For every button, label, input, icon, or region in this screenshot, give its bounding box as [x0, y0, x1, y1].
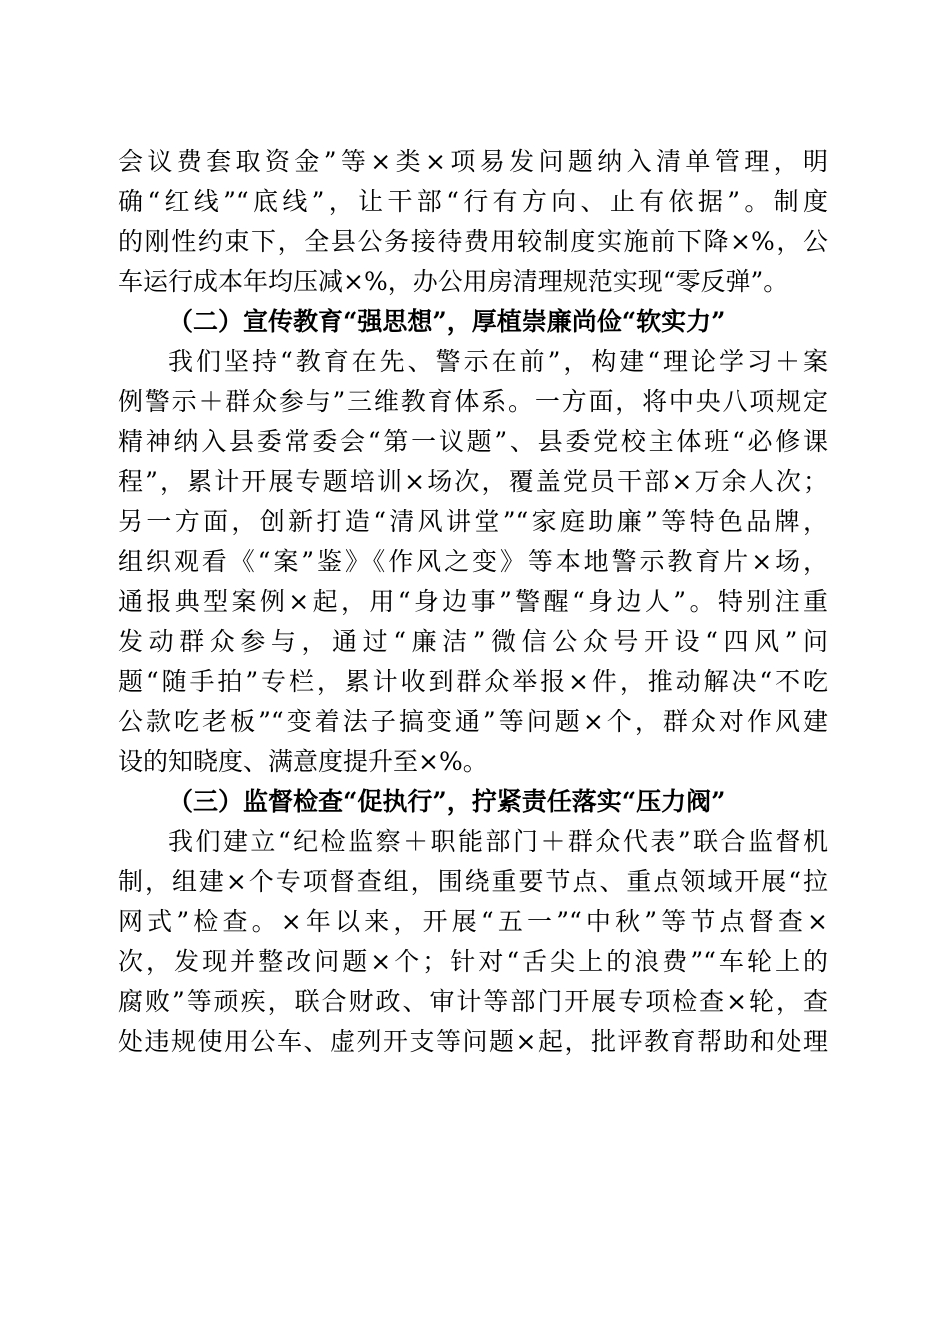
- section-heading: （三）监督检查“促执行”，拧紧责任落实“压力阀”: [168, 787, 726, 816]
- body-text-line: 公款吃老板”“变着法子搞变通”等问题×个，群众对作风建: [118, 707, 828, 736]
- body-text-line: 会议费套取资金”等×类×项易发问题纳入清单管理，明: [118, 147, 828, 176]
- paragraph-first-line: 我们建立“纪检监察＋职能部门＋群众代表”联合监督机: [168, 827, 828, 856]
- paragraph-first-line: 我们坚持“教育在先、警示在前”，构建“理论学习＋案: [168, 347, 828, 376]
- document-body: [118, 142, 828, 1062]
- body-text-line: 网式”检查。×年以来，开展“五一”“中秋”等节点督查×: [118, 907, 828, 936]
- paragraph-last-line: 车运行成本年均压减×%，办公用房清理规范实现“零反弹”。: [118, 267, 789, 296]
- section-heading: （二）宣传教育“强思想”，厚植崇廉尚俭“软实力”: [168, 307, 726, 336]
- body-text-line: 腐败”等顽疾，联合财政、审计等部门开展专项检查×轮，查: [118, 987, 828, 1016]
- paragraph-last-line: 设的知晓度、满意度提升至×%。: [118, 747, 488, 776]
- body-text-line: 精神纳入县委常委会“第一议题”、县委党校主体班“必修课: [118, 427, 828, 456]
- body-text-line: 程”，累计开展专题培训×场次，覆盖党员干部×万余人次；: [118, 467, 828, 496]
- body-text-line: 通报典型案例×起，用“身边事”警醒“身边人”。特别注重: [118, 587, 828, 616]
- body-text-line: 处违规使用公车、虚列开支等问题×起，批评教育帮助和处理: [118, 1027, 828, 1056]
- body-text-line: 例警示＋群众参与”三维教育体系。一方面，将中央八项规定: [118, 387, 828, 416]
- body-text-line: 发动群众参与，通过“廉洁”微信公众号开设“四风”问: [118, 627, 828, 656]
- body-text-line: 组织观看《“案”鉴》《作风之变》等本地警示教育片×场，: [118, 547, 828, 576]
- body-text-line: 的刚性约束下，全县公务接待费用较制度实施前下降×%，公: [118, 227, 828, 256]
- body-text-line: 题“随手拍”专栏，累计收到群众举报×件，推动解决“不吃: [118, 667, 828, 696]
- body-text-line: 制，组建×个专项督查组，围绕重要节点、重点领域开展“拉: [118, 867, 828, 896]
- body-text-line: 次，发现并整改问题×个；针对“舌尖上的浪费”“车轮上的: [118, 947, 828, 976]
- body-text-line: 另一方面，创新打造“清风讲堂”“家庭助廉”等特色品牌，: [118, 507, 828, 536]
- body-text-line: 确“红线”“底线”，让干部“行有方向、止有依据”。制度: [118, 187, 828, 216]
